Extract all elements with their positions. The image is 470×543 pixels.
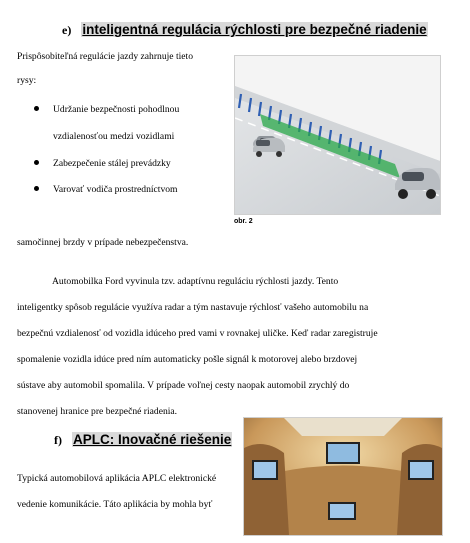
bullet-item xyxy=(34,158,171,169)
screen-icon xyxy=(408,460,434,480)
screen-icon xyxy=(252,460,278,480)
paragraph-line-3: bezpečnú vzdialenosť od vozidla idúceho pred vami v rovnakej uličke. Keď radar zaregistruje xyxy=(17,328,378,339)
paragraph-line-4: spomalenie vozidla idúce pred ním automaticky pošle signál k motorovej alebo brzdovej xyxy=(17,354,358,365)
intro-line-2: rysy: xyxy=(17,75,37,86)
screen-icon xyxy=(328,502,356,520)
screen-icon xyxy=(326,442,360,464)
paragraph-line-6: stanovenej hranice pre bezpečné riadenia. xyxy=(17,406,178,417)
aplc-line-2: vedenie komunikácie. Táto aplikácia by mohla byť xyxy=(17,499,213,510)
intro-line-1: Prispôsobiteľná regulácie jazdy zahrnuje tieto xyxy=(17,51,193,62)
bullet-dot-icon xyxy=(34,186,39,191)
paragraph-line-5: sústave aby automobil spomalila. V prípade voľnej cesty naopak automobil zrychlý do xyxy=(17,380,350,391)
adaptive-cruise-illustration xyxy=(235,56,440,214)
radar-figure xyxy=(234,55,441,215)
paragraph-line-2: inteligentky spôsob regulácie využíva radar a tým nastavuje rýchlosť vašeho automobilu na xyxy=(17,302,369,313)
section-number: e) xyxy=(62,23,72,37)
aplc-line-1: Typická automobilová aplikácia APLC elektronické xyxy=(17,473,217,484)
figure-caption: obr. 2 xyxy=(234,218,253,225)
section-e-heading xyxy=(62,22,428,38)
bullet-item xyxy=(34,104,179,115)
bullet-continuation-text: samočinnej brzdy v prípade nebezpečenstva. xyxy=(17,237,189,248)
bullet-dot-icon xyxy=(34,106,39,111)
section-title: inteligentná regulácia rýchlosti pre bezpečné riadenie xyxy=(82,22,427,37)
section-title: APLC: Inovačné riešenie xyxy=(73,432,232,447)
bullet-dot-icon xyxy=(34,160,39,165)
bullet-item xyxy=(34,184,178,195)
car-interior-illustration xyxy=(244,418,442,535)
paragraph-line-1: Automobilka Ford vyvinula tzv. adaptívnu reguláciu rýchlosti jazdy. Tento xyxy=(52,276,339,287)
section-number: f) xyxy=(54,433,62,447)
bullet-text: Udržanie bezpečnosti pohodlnou xyxy=(53,104,180,115)
bullet-text: Varovať vodiča prostredníctvom xyxy=(53,184,178,195)
section-f-heading xyxy=(54,432,232,448)
bullet-text: Zabezpečenie stálej prevádzky xyxy=(53,158,171,169)
bullet-item-continuation: vzdialenosťou medzi vozidlami xyxy=(53,131,175,142)
car-interior-photo xyxy=(243,417,443,536)
